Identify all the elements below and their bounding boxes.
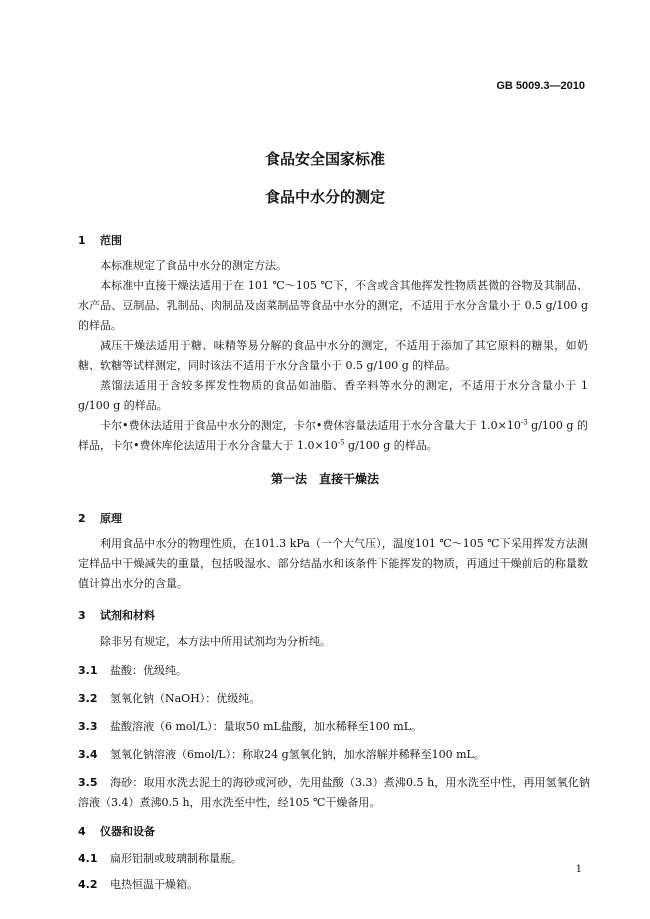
equipment-item xyxy=(78,875,590,895)
scope-paragraph-4: 蒸馏法适用于含较多挥发性物质的食品如油脂、香辛料等水分的测定，不适用于水分含量小于 1 g/100 g 的样品。 xyxy=(78,379,588,412)
reagent-item xyxy=(78,717,590,737)
section-number: 2 xyxy=(78,512,86,525)
scope-p5-part-c: g/100 g 的样品。 xyxy=(344,439,438,452)
sub-title: 食品中水分的测定 xyxy=(264,188,385,206)
page-number: 1 xyxy=(575,864,582,875)
item-number: 3.1 xyxy=(78,664,98,677)
reagent-item xyxy=(78,689,590,709)
scope-paragraph-3: 减压干燥法适用于糖、味精等易分解的食品中水分的测定，不适用于添加了其它原料的糖果，如奶糖、软糖等试样测定，同时该法不适用于水分含量小于 0.5 g/100 g 的样品。 xyxy=(78,339,588,372)
reagents-intro: 除非另有规定，本方法中所用试剂均为分析纯。 xyxy=(100,635,331,648)
reagent-item xyxy=(78,745,590,765)
item-text: 扁形铝制或玻璃制称量瓶。 xyxy=(110,852,242,865)
section-1-heading xyxy=(78,232,122,248)
scope-p5-part-a: 卡尔•费休法适用于食品中水分的测定，卡尔•费休容量法适用于水分含量大于 1.0×10 xyxy=(100,419,521,432)
item-text: 海砂：取用水洗去泥土的海砂或河砂，先用盐酸（3.3）煮沸0.5 h，用水洗至中性，再用氢氧化钠溶液（3.4）煮沸0.5 h，用水洗至中性，经105 ℃干燥备用。 xyxy=(78,776,590,809)
section-title: 仪器和设备 xyxy=(100,825,155,838)
item-number: 3.3 xyxy=(78,720,98,733)
item-number: 4.2 xyxy=(78,878,98,891)
scope-paragraph-2: 本标准中直接干燥法适用于在 101 ℃～105 ℃下，不含或含其他挥发性物质甚微的谷物及其制品、水产品、豆制品、乳制品、肉制品及卤菜制品等食品中水分的测定，不适用于水分含量小于 0.5 g/100 g的样品。 xyxy=(78,279,588,332)
section-number: 1 xyxy=(78,234,86,247)
standard-code: GB 5009.3—2010 xyxy=(496,80,585,92)
method-1-title: 第一法 直接干燥法 xyxy=(270,472,379,486)
item-text: 氢氧化钠（NaOH）：优级纯。 xyxy=(110,692,261,705)
reagent-item xyxy=(78,773,590,813)
section-title: 原理 xyxy=(100,512,122,525)
scope-p5-part-b: g/100 g 的样品，卡尔•费休库伦法适用于水分含量大于 1.0×10 xyxy=(78,419,588,452)
exponent-2: -5 xyxy=(337,438,345,447)
item-number: 3.4 xyxy=(78,748,98,761)
item-number: 3.2 xyxy=(78,692,98,705)
section-title: 试剂和材料 xyxy=(100,609,155,622)
section-4-heading xyxy=(78,823,155,839)
section-3-heading xyxy=(78,607,155,623)
reagent-item xyxy=(78,661,590,681)
principle-paragraph: 利用食品中水分的物理性质，在101.3 kPa（一个大气压），温度101 ℃～105 ℃下采用挥发方法测定样品中干燥减失的重量，包括吸湿水、部分结晶水和该条件下能挥发的物质，再通过干燥前后的称量数值计算出水分的含量。 xyxy=(78,537,588,590)
item-text: 氢氧化钠溶液（6mol/L）：称取24 g氢氧化钠，加水溶解并稀释至100 mL。 xyxy=(110,748,485,761)
section-title: 范围 xyxy=(100,234,122,247)
item-text: 盐酸：优级纯。 xyxy=(110,664,187,677)
section-2-heading xyxy=(78,510,122,526)
item-text: 盐酸溶液（6 mol/L）：量取50 mL盐酸，加水稀释至100 mL。 xyxy=(110,720,423,733)
scope-paragraph-5 xyxy=(78,416,588,456)
item-number: 3.5 xyxy=(78,776,98,789)
section-number: 3 xyxy=(78,609,86,622)
scope-paragraph-1: 本标准规定了食品中水分的测定方法。 xyxy=(100,259,287,272)
main-title: 食品安全国家标准 xyxy=(264,150,385,168)
item-number: 4.1 xyxy=(78,852,98,865)
section-number: 4 xyxy=(78,825,86,838)
item-text: 电热恒温干燥箱。 xyxy=(110,878,198,891)
equipment-item xyxy=(78,849,590,869)
exponent-1: -3 xyxy=(520,418,528,427)
